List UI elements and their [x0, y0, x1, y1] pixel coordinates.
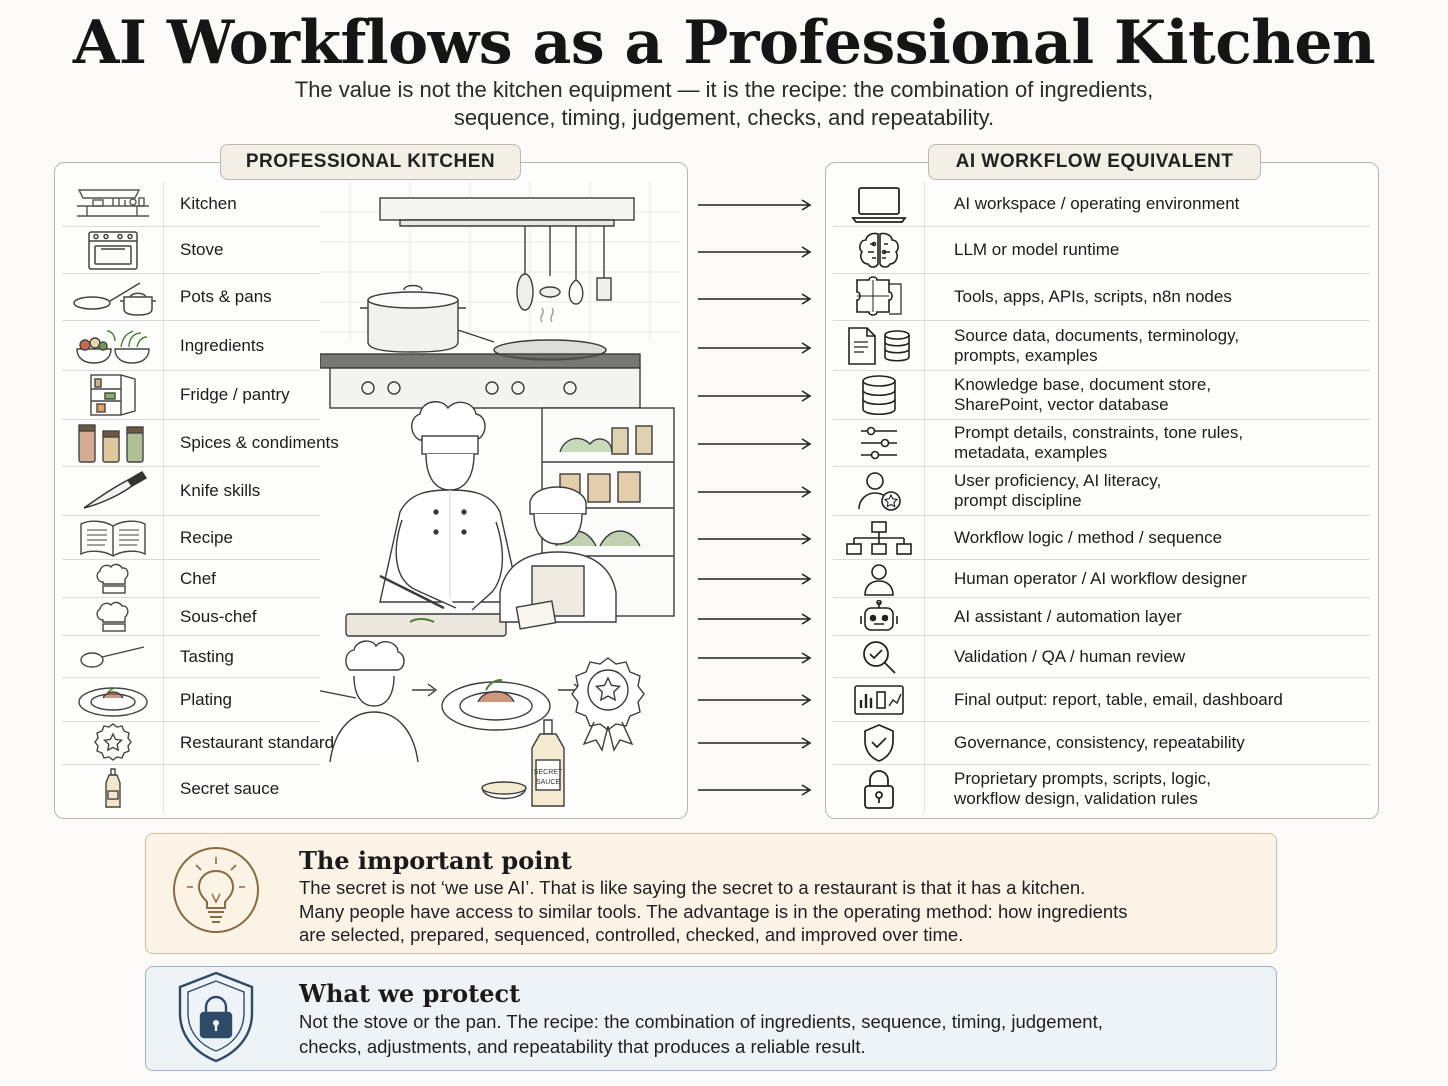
recipe-book-icon: [77, 518, 149, 558]
puzzle-icon: [853, 276, 905, 318]
sous-chef-hat-icon: [93, 600, 133, 634]
ai-row: [833, 765, 1370, 813]
restaurant-standard-label: Restaurant standard: [180, 733, 335, 752]
kitchen-row: [62, 560, 320, 598]
kitchen-row: [62, 636, 320, 678]
user-star-icon: [855, 469, 903, 513]
plating-label: Plating: [180, 689, 232, 709]
flowchart-icon: [844, 520, 914, 556]
knife-label: Knife skills: [180, 481, 261, 500]
kitchen-illustration: [320, 182, 680, 812]
mapping-arrow: [698, 342, 814, 354]
magnifier-check-icon: [859, 638, 899, 676]
plate-icon: [75, 680, 151, 720]
plated-dish: [442, 680, 550, 730]
ai-row-label: Proprietary prompts, scripts, logic, workflow design, validation rules: [954, 769, 1211, 808]
what-we-protect-callout: [145, 966, 1277, 1071]
ai-row-label: Validation / QA / human review: [954, 646, 1186, 666]
kitchen-row: [62, 467, 320, 516]
lightbulb-icon: [171, 845, 261, 935]
secret-sauce-bottle: [532, 720, 564, 806]
ai-row: [833, 467, 1370, 516]
kitchen-row: [62, 227, 320, 274]
important-point-body: The secret is not ‘we use AI’. That is like saying the secret to a restaurant is that it has a kitchen. Many people have access to similar tools. The advantage is in the operating method: how ingredients are selected, prepared, sequenced, controlled, checked, and improved over time.: [299, 877, 1128, 945]
kitchen-row: [62, 678, 320, 722]
pots-pans-icon: [68, 277, 158, 317]
mapping-arrow: [698, 438, 814, 450]
ai-row-label: LLM or model runtime: [954, 240, 1120, 259]
stove-top: [320, 354, 640, 408]
chef-label: Chef: [180, 568, 216, 588]
sauce-label-line-2: SAUCE: [535, 779, 561, 786]
spices-icon: [73, 422, 153, 464]
ai-row: [833, 182, 1370, 227]
sauce-bowl: [482, 782, 526, 799]
mapping-arrow: [698, 652, 814, 664]
ai-row-label: Governance, consistency, repeatability: [954, 733, 1245, 752]
what-we-protect-heading: What we protect: [299, 979, 521, 1008]
sliders-icon: [857, 424, 901, 462]
ai-row: [833, 420, 1370, 467]
kitchen-row: [62, 371, 320, 420]
chef-hat-icon: [93, 562, 133, 596]
kitchen-label: Kitchen: [180, 194, 237, 213]
what-we-protect-body: Not the stove or the pan. The recipe: the combination of ingredients, sequence, timing, judgement, checks, adjustments, and repeatability that produces a reliable result.: [299, 1011, 1103, 1057]
ai-row: [833, 678, 1370, 722]
padlock-icon: [862, 768, 896, 810]
robot-icon: [857, 600, 901, 634]
mapping-arrow: [698, 390, 814, 402]
ai-row: [833, 274, 1370, 321]
tasting-label: Tasting: [180, 646, 234, 666]
award-badge: [572, 658, 644, 750]
laptop-icon: [851, 184, 907, 224]
subtitle-line-1: The value is not the kitchen equipment — it is the recipe: the combination of ingredients,: [294, 77, 1154, 102]
ai-row-label: Human operator / AI workflow designer: [954, 568, 1247, 588]
kitchen-row: [62, 420, 339, 467]
mapping-arrow: [698, 246, 814, 258]
stove-label: Stove: [180, 240, 224, 259]
document-database-icon: [845, 326, 913, 366]
mapping-arrow: [698, 784, 814, 796]
mapping-arrow: [698, 573, 814, 585]
mapping-arrow: [698, 737, 814, 749]
spices-label: Spices & condiments: [180, 433, 339, 452]
stock-pot: [360, 286, 466, 353]
kitchen-row: [62, 722, 335, 765]
ai-row: [833, 227, 1370, 274]
shield-check-icon: [861, 723, 897, 763]
kitchen-row: [62, 182, 320, 227]
ai-row: [833, 636, 1370, 678]
ai-row-label: Prompt details, constraints, tone rules, metadata, examples: [954, 423, 1244, 462]
important-point-callout: [145, 833, 1277, 954]
kitchen-row: [62, 274, 320, 321]
ingredients-label: Ingredients: [180, 335, 265, 355]
ai-row: [833, 321, 1370, 371]
shield-lock-icon: [174, 969, 258, 1065]
kitchen-row: [62, 321, 320, 371]
recipe-label: Recipe: [180, 527, 233, 547]
frying-pan: [458, 308, 606, 360]
chef-figure: [380, 402, 520, 610]
stove-icon: [86, 229, 140, 271]
kitchen-row: [62, 516, 320, 560]
ai-row-label: Knowledge base, document store, SharePoint, vector database: [954, 375, 1212, 414]
ingredients-icon: [73, 325, 153, 367]
kitchen-row: [62, 765, 320, 813]
spoon-icon: [78, 642, 148, 672]
range-hood: [380, 198, 634, 220]
pots-pans-label: Pots & pans: [180, 287, 272, 306]
mapping-arrow: [698, 199, 814, 211]
kitchen-panel-heading: PROFESSIONAL KITCHEN: [220, 144, 521, 180]
mapping-arrow: [698, 533, 814, 545]
page-subtitle: [224, 76, 1224, 132]
ai-workflow-panel-heading: AI WORKFLOW EQUIVALENT: [928, 144, 1261, 180]
kitchen-row: [62, 598, 320, 636]
tasting-chef: [320, 641, 418, 762]
cutting-board: [346, 614, 506, 636]
ai-row-label: AI assistant / automation layer: [954, 606, 1182, 626]
kitchen-icon: [73, 186, 153, 222]
secret-sauce-label: Secret sauce: [180, 779, 280, 798]
hanging-utensils: [517, 226, 611, 310]
fridge-icon: [85, 373, 141, 417]
ai-row-label: AI workspace / operating environment: [954, 194, 1240, 213]
ai-row-label: Source data, documents, terminology, prompts, examples: [954, 325, 1240, 365]
mapping-arrow: [698, 293, 814, 305]
ai-row-label: Workflow logic / method / sequence: [954, 527, 1223, 547]
sous-chef-label: Sous-chef: [180, 606, 257, 626]
mapping-arrow: [698, 613, 814, 625]
ai-row-label: Tools, apps, APIs, scripts, n8n nodes: [954, 287, 1232, 306]
ai-row: [833, 516, 1370, 560]
award-icon: [93, 722, 133, 764]
ai-row: [833, 371, 1370, 420]
ai-row-label: User proficiency, AI literacy, prompt discipline: [954, 471, 1162, 510]
ai-row: [833, 598, 1370, 636]
page-title: AI Workflows as a Professional Kitchen: [72, 8, 1376, 78]
ai-row-label: Final output: report, table, email, dashboard: [954, 689, 1283, 709]
knife-icon: [78, 470, 148, 512]
ai-row: [833, 560, 1370, 598]
mapping-arrow: [698, 486, 814, 498]
important-point-heading: The important point: [299, 846, 572, 875]
person-icon: [862, 562, 896, 596]
mapping-arrow: [698, 694, 814, 706]
ai-row: [833, 722, 1370, 765]
fridge-label: Fridge / pantry: [180, 385, 290, 404]
database-icon: [859, 374, 899, 416]
brain-icon: [856, 230, 902, 270]
subtitle-line-2: sequence, timing, judgement, checks, and repeatability.: [453, 105, 995, 130]
sauce-bottle-icon: [98, 767, 128, 811]
sauce-label-line-1: SECRET: [533, 769, 563, 776]
dashboard-icon: [853, 684, 905, 716]
